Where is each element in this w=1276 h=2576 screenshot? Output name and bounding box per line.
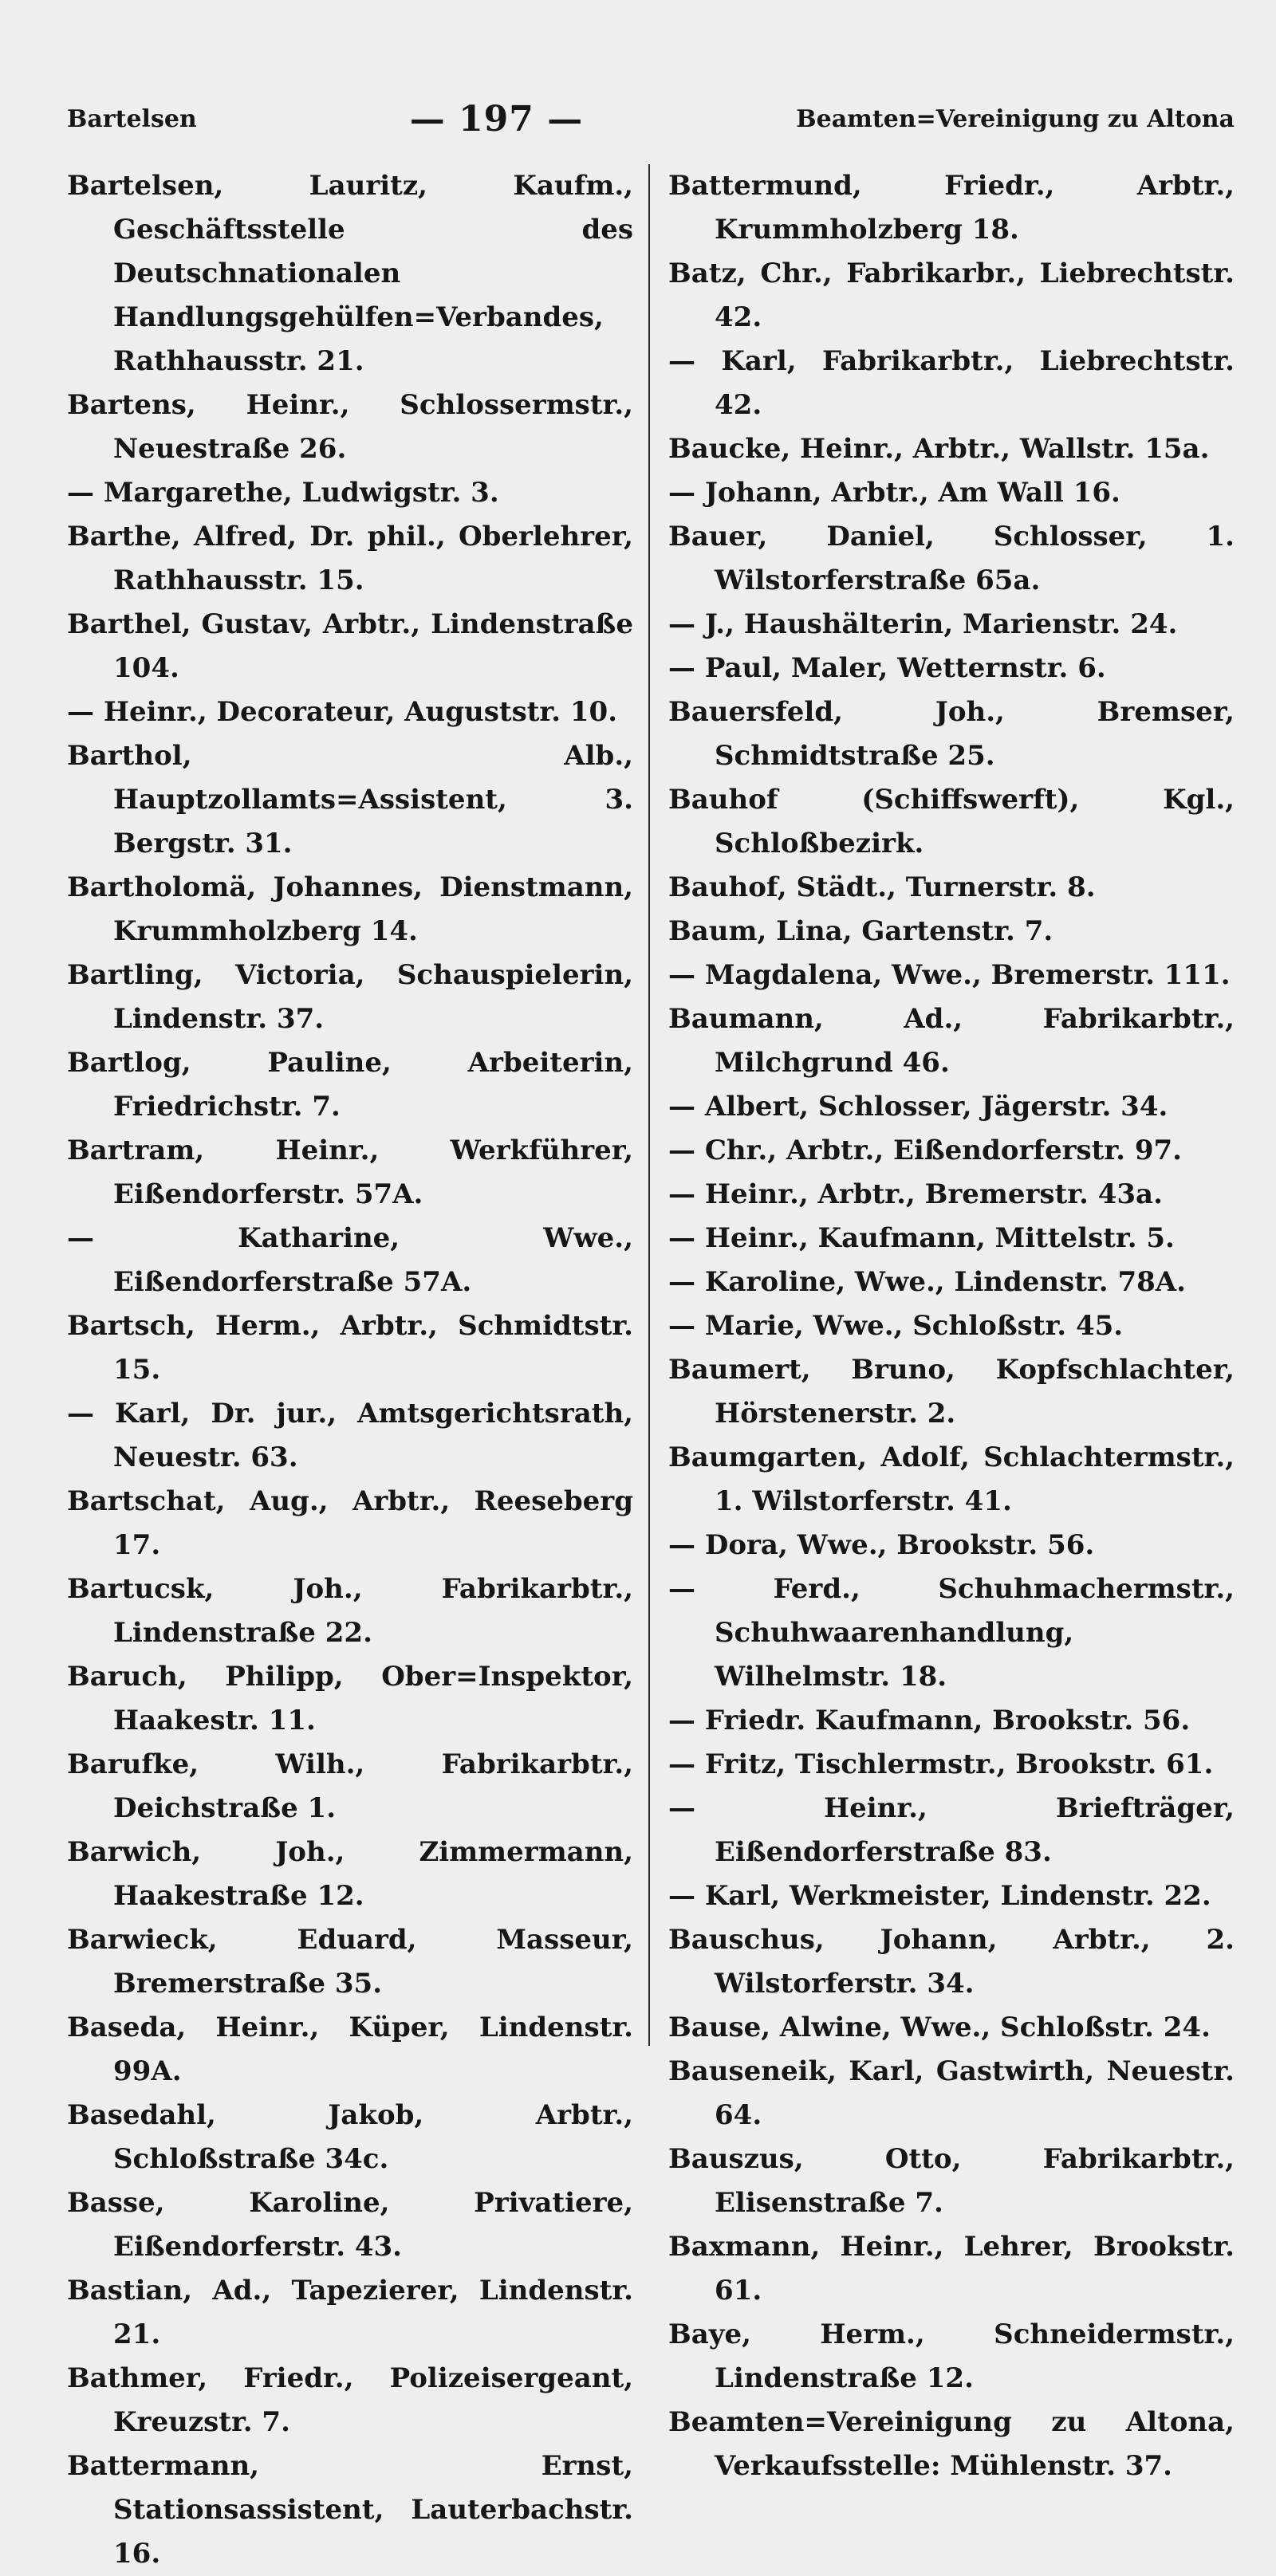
right-column [668, 164, 1235, 2576]
directory-entry: — Heinr., Briefträger, Eißendorferstraße 83. [668, 1792, 1235, 1868]
directory-entry: Bartsch, Herm., Arbtr., Schmidtstr. 15. [67, 1310, 633, 1386]
directory-entry: — Katharine, Wwe., Eißendorferstraße 57A. [67, 1222, 633, 1298]
directory-entry: — Karl, Werkmeister, Lindenstr. 22. [668, 1880, 1211, 1912]
directory-entry: Battermund, Friedr., Arbtr., Krummholzberg 18. [668, 170, 1235, 246]
directory-entry: — Heinr., Arbtr., Bremerstr. 43a. [668, 1178, 1163, 1210]
directory-entry: Battermann, Ernst, Stationsassistent, Lauterbachstr. 16. [67, 2450, 633, 2570]
directory-entry: — Magdalena, Wwe., Bremerstr. 111. [668, 959, 1231, 991]
directory-entry: Barthol, Alb., Hauptzollamts=Assistent, 3. Bergstr. 31. [67, 740, 633, 859]
directory-entry: Bastian, Ad., Tapezierer, Lindenstr. 21. [67, 2275, 633, 2350]
directory-entry: Beamten=Vereinigung zu Altona, Verkaufsstelle: Mühlenstr. 37. [668, 2406, 1235, 2482]
directory-entry: Bauer, Daniel, Schlosser, 1. Wilstorferstraße 65a. [668, 521, 1235, 596]
directory-entry: — Johann, Arbtr., Am Wall 16. [668, 477, 1120, 509]
directory-entry: Bauschus, Johann, Arbtr., 2. Wilstorferstr. 34. [668, 1924, 1235, 2000]
directory-entry: — Chr., Arbtr., Eißendorferstr. 97. [668, 1135, 1183, 1166]
directory-entry: Bauhof, Städt., Turnerstr. 8. [668, 871, 1096, 903]
header-right-catchword: Beamten=Vereinigung zu Altona [796, 104, 1235, 133]
directory-entry: Bauszus, Otto, Fabrikarbtr., Elisenstraße 7. [668, 2143, 1235, 2219]
directory-entry: — Marie, Wwe., Schloßstr. 45. [668, 1310, 1124, 1342]
directory-entry: Bauhof (Schiffswerft), Kgl., Schloßbezirk. [668, 784, 1235, 859]
directory-entry: Bause, Alwine, Wwe., Schloßstr. 24. [668, 2012, 1211, 2043]
directory-entry: Bauersfeld, Joh., Bremser, Schmidtstraße 25. [668, 696, 1235, 772]
page-number: — 197 — [409, 98, 584, 140]
directory-entry: Barwieck, Eduard, Masseur, Bremerstraße 35. [67, 1924, 633, 2000]
directory-entry: Baruch, Philipp, Ober=Inspektor, Haakestr. 11. [67, 1661, 633, 1736]
directory-entry: Baumert, Bruno, Kopfschlachter, Hörstenerstr. 2. [668, 1354, 1235, 1430]
directory-entry: Barwich, Joh., Zimmermann, Haakestraße 12. [67, 1836, 633, 1912]
directory-entry: Baum, Lina, Gartenstr. 7. [668, 915, 1053, 947]
directory-entry: — Friedr. Kaufmann, Brookstr. 56. [668, 1705, 1191, 1736]
directory-entry: Baxmann, Heinr., Lehrer, Brookstr. 61. [668, 2231, 1235, 2307]
directory-entry: Barthe, Alfred, Dr. phil., Oberlehrer, Rathhausstr. 15. [67, 521, 633, 596]
directory-entry: Bartschat, Aug., Arbtr., Reeseberg 17. [67, 1485, 633, 1561]
directory-entry: Basedahl, Jakob, Arbtr., Schloßstraße 34c. [67, 2099, 633, 2175]
directory-entry: Bartens, Heinr., Schlossermstr., Neuestraße 26. [67, 389, 633, 465]
directory-entry: — Paul, Maler, Wetternstr. 6. [668, 652, 1106, 684]
left-column [67, 164, 633, 2576]
directory-entry: Baye, Herm., Schneidermstr., Lindenstraße 12. [668, 2318, 1235, 2394]
directory-entry: Basse, Karoline, Privatiere, Eißendorferstr. 43. [67, 2187, 633, 2263]
directory-entry: Bartelsen, Lauritz, Kaufm., Geschäftsstelle des Deutschnationalen Handlungsgehülfen=Verbandes, Rathhausstr. 21. [67, 170, 633, 377]
directory-entry: Bartram, Heinr., Werkführer, Eißendorferstr. 57A. [67, 1135, 633, 1210]
directory-entry: — Dora, Wwe., Brookstr. 56. [668, 1529, 1095, 1561]
directory-entry: — Ferd., Schuhmachermstr., Schuhwaarenhandlung, Wilhelmstr. 18. [668, 1573, 1235, 1693]
directory-entry: — Heinr., Kaufmann, Mittelstr. 5. [668, 1222, 1175, 1254]
directory-entry: Bartlog, Pauline, Arbeiterin, Friedrichstr. 7. [67, 1047, 633, 1123]
directory-entry: Bartholomä, Johannes, Dienstmann, Krummholzberg 14. [67, 871, 633, 947]
directory-entry: — Karoline, Wwe., Lindenstr. 78A. [668, 1266, 1186, 1298]
running-head [67, 99, 1235, 139]
directory-entry: Bauseneik, Karl, Gastwirth, Neuestr. 64. [668, 2055, 1235, 2131]
directory-entry: — Margarethe, Ludwigstr. 3. [67, 477, 499, 509]
directory-entry: — Karl, Dr. jur., Amtsgerichtsrath, Neuestr. 63. [67, 1398, 633, 1473]
header-left-catchword: Bartelsen [67, 104, 197, 133]
directory-entry: — Karl, Fabrikarbtr., Liebrechtstr. 42. [668, 345, 1235, 421]
columns [67, 164, 1235, 2576]
directory-entry: — Heinr., Decorateur, Auguststr. 10. [67, 696, 618, 728]
directory-entry: Barufke, Wilh., Fabrikarbtr., Deichstraße 1. [67, 1748, 633, 1824]
directory-entry: Baseda, Heinr., Küper, Lindenstr. 99A. [67, 2012, 633, 2087]
directory-entry: — Albert, Schlosser, Jägerstr. 34. [668, 1091, 1168, 1123]
directory-entry: Barthel, Gustav, Arbtr., Lindenstraße 104. [67, 608, 633, 684]
directory-entry: — J., Haushälterin, Marienstr. 24. [668, 608, 1178, 640]
directory-entry: — Fritz, Tischlermstr., Brookstr. 61. [668, 1748, 1214, 1780]
directory-entry: Bathmer, Friedr., Polizeisergeant, Kreuzstr. 7. [67, 2362, 633, 2438]
directory-entry: Baumgarten, Adolf, Schlachtermstr., 1. Wilstorferstr. 41. [668, 1441, 1235, 1517]
directory-entry: Bartling, Victoria, Schauspielerin, Lindenstr. 37. [67, 959, 633, 1035]
column-divider [648, 164, 650, 2046]
directory-entry: Baumann, Ad., Fabrikarbtr., Milchgrund 46. [668, 1003, 1235, 1079]
directory-entry: Bartucsk, Joh., Fabrikarbtr., Lindenstraße 22. [67, 1573, 633, 1649]
directory-entry: Baucke, Heinr., Arbtr., Wallstr. 15a. [668, 433, 1210, 465]
directory-entry: Batz, Chr., Fabrikarbr., Liebrechtstr. 42. [668, 258, 1235, 333]
